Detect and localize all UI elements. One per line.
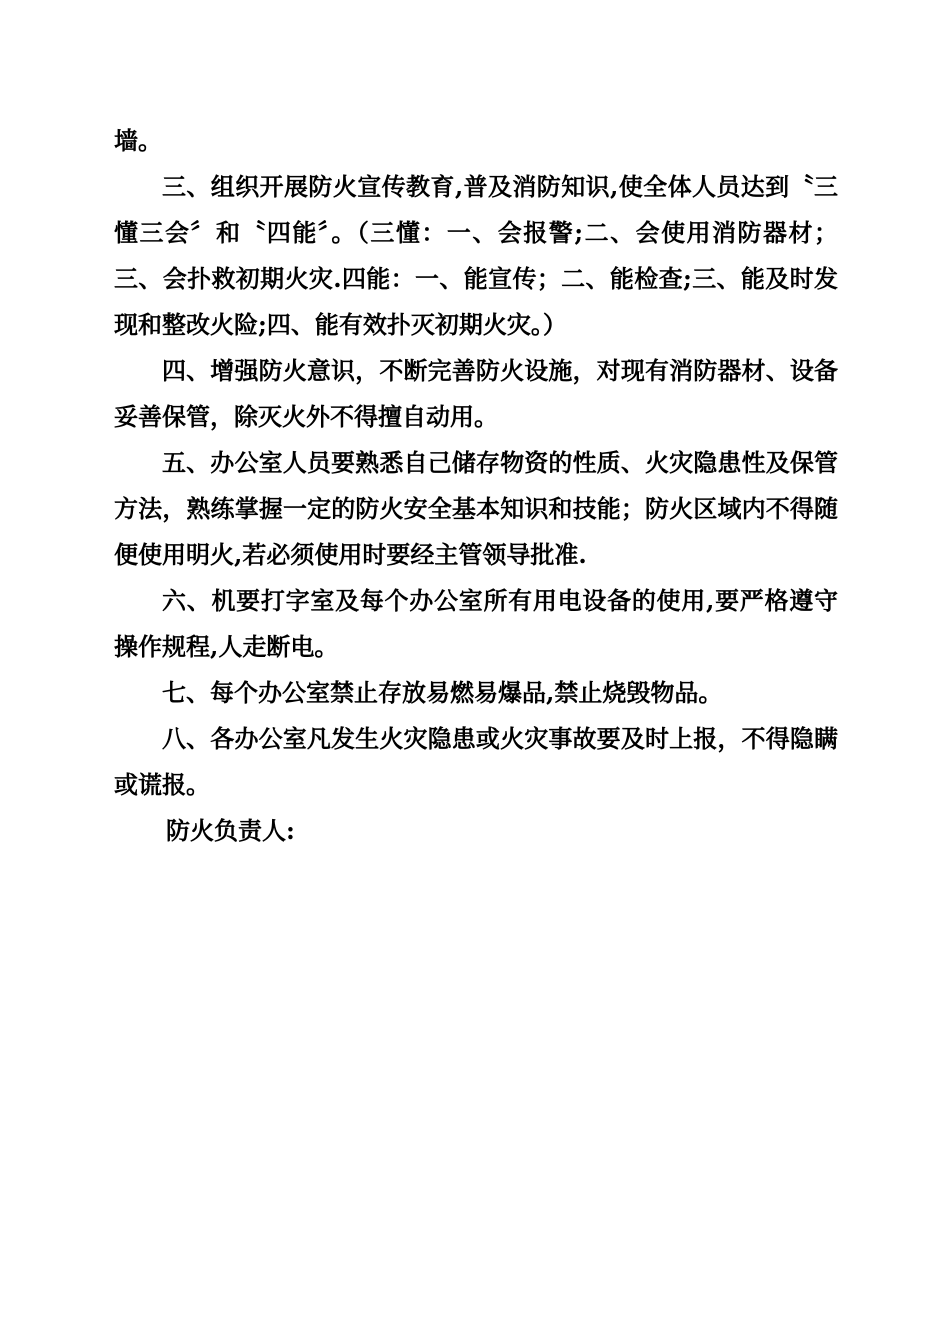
paragraph-item-7: 七、每个办公室禁止存放易燃易爆品,禁止烧毁物品。 (162, 678, 723, 707)
paragraph-item-3: 三、组织开展防火宣传教育,普及消防知识,使全体人员达到〝三懂三会〞和〝四能〞。（三懂：一、会报警;二、会使用消防器材；三、会扑救初期火灾.四能：一、能宣传；二、能检查;三、能及时发现和整改火险;四、能有效扑灭初期火灾。） (114, 172, 838, 339)
paragraph-item-5: 五、办公室人员要熟悉自己储存物资的性质、火灾隐患性及保管方法，熟练掌握一定的防火安全基本知识和技能；防火区域内不得随便使用明火,若必须使用时要经主管领导批准. (114, 448, 838, 569)
document-body (114, 118, 838, 854)
signature-label: 防火负责人: (166, 816, 295, 845)
paragraph-continuation: 墙。 (114, 126, 162, 155)
paragraph-item-6: 六、机要打字室及每个办公室所有用电设备的使用,要严格遵守操作规程,人走断电。 (114, 586, 838, 661)
paragraph-item-8: 八、各办公室凡发生火灾隐患或火灾事故要及时上报，不得隐瞒或谎报。 (114, 724, 838, 799)
paragraph-item-4: 四、增强防火意识，不断完善防火设施，对现有消防器材、设备妥善保管，除灭火外不得擅自动用。 (114, 356, 838, 431)
